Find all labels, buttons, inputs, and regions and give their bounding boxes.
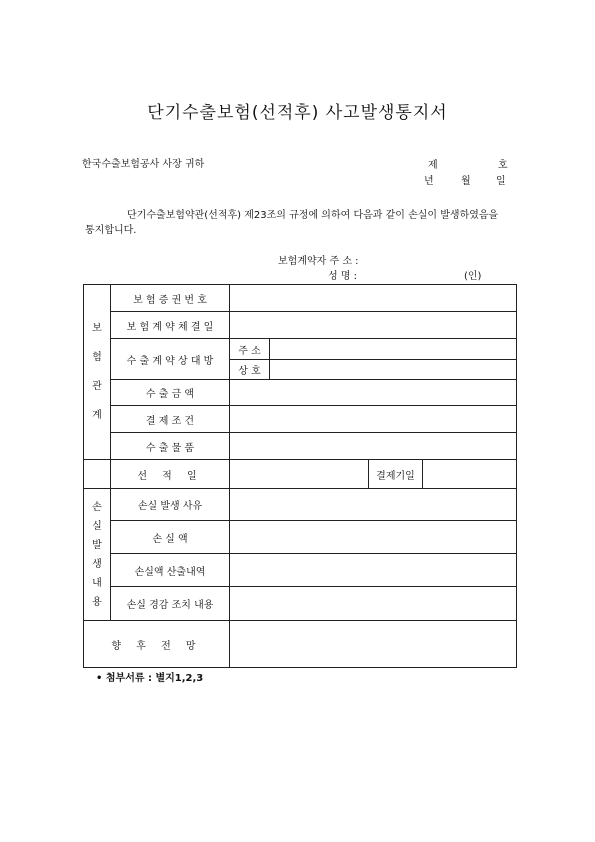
outlook-label: 향 후 전 망: [84, 621, 230, 668]
outlook-field[interactable]: [230, 621, 517, 668]
contract-date-field[interactable]: [230, 312, 517, 339]
shipment-date-field[interactable]: [230, 460, 369, 489]
contract-date-label: 보 험 계 약 체 결 일: [111, 312, 230, 339]
counterparty-company-field[interactable]: [270, 360, 517, 380]
signature-address-label: 보험계약자 주 소 :: [278, 256, 359, 267]
counterparty-label: 수 출 계 약 상 대 방: [111, 339, 230, 380]
body-text-line-2: 통지합니다.: [85, 225, 137, 236]
number-suffix: 호: [498, 160, 508, 171]
report-form-table: [83, 284, 517, 668]
export-amount-label: 수 출 금 액: [111, 380, 230, 406]
counterparty-company-label: 상 호: [230, 360, 270, 380]
loss-amount-field[interactable]: [230, 521, 517, 554]
seal-label: (인): [464, 271, 482, 282]
loss-reason-field[interactable]: [230, 489, 517, 521]
policy-number-label: 보 험 증 권 번 호: [111, 285, 230, 312]
policy-number-field[interactable]: [230, 285, 517, 312]
date-month: 월: [461, 176, 471, 187]
attachments-note: • 첨부서류 : 별지1,2,3: [96, 673, 204, 684]
loss-mitigation-field[interactable]: [230, 587, 517, 621]
signature-name-label: 성 명 :: [328, 271, 358, 282]
export-goods-label: 수 출 물 품: [111, 433, 230, 460]
loss-reason-label: 손실 발생 사유: [111, 489, 230, 521]
payment-terms-field[interactable]: [230, 406, 517, 433]
payment-terms-label: 결 제 조 건: [111, 406, 230, 433]
section-insurance-tail: [84, 460, 111, 489]
section-loss-label: 손 실 발 생 내 용: [84, 489, 111, 621]
addressee: 한국수출보험공사 사장 귀하: [82, 159, 205, 170]
counterparty-address-label: 주 소: [230, 339, 270, 360]
date-year: 년: [424, 176, 434, 187]
due-date-label: 결제기일: [369, 460, 423, 489]
document-title: 단기수출보험(선적후) 사고발생통지서: [147, 103, 448, 123]
body-text-line-1: 단기수출보험약관(선적후) 제23조의 규정에 의하여 다음과 같이 손실이 발생하였음을: [127, 210, 499, 221]
counterparty-address-field[interactable]: [270, 339, 517, 360]
export-goods-field[interactable]: [230, 433, 517, 460]
due-date-field[interactable]: [423, 460, 517, 489]
date-day: 일: [496, 176, 506, 187]
export-amount-field[interactable]: [230, 380, 517, 406]
loss-calculation-label: 손실액 산출내역: [111, 554, 230, 587]
loss-calculation-field[interactable]: [230, 554, 517, 587]
loss-amount-label: 손 실 액: [111, 521, 230, 554]
shipment-date-label: 선 적 일: [111, 460, 230, 489]
section-insurance-label: 보 험 관 계: [84, 285, 111, 460]
loss-mitigation-label: 손실 경감 조치 내용: [111, 587, 230, 621]
number-prefix: 제: [428, 160, 438, 171]
